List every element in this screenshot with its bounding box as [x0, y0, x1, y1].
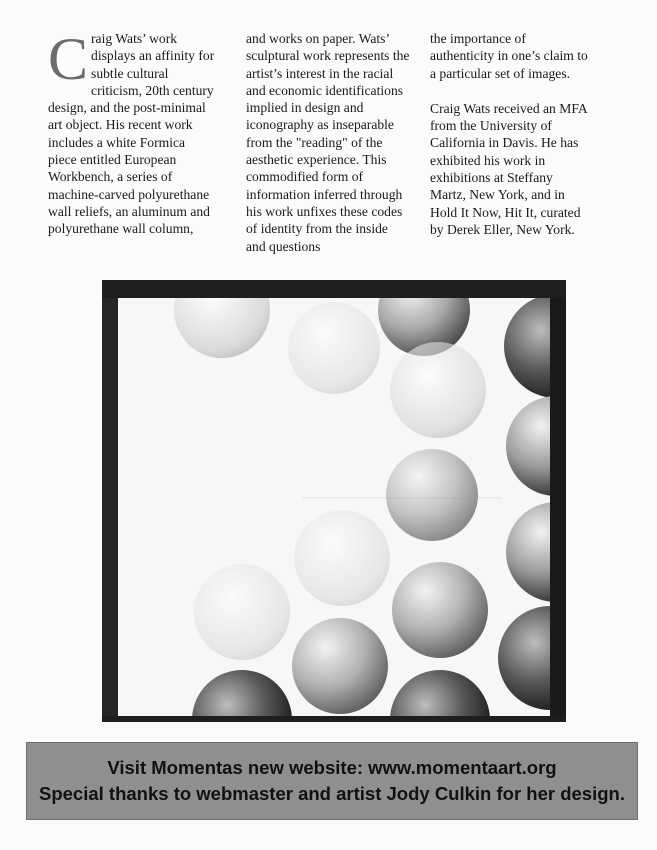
- article-column-3: [430, 30, 590, 238]
- article-text-col2: and works on paper. Wats’ sculptural work represents the artist’s interest in the racial and economic identifications implied in design and iconography as inseparable from the "reading" of the aesthetic experience. This commodified form of information inferred through his work unfixes these codes of identity from the inside and questions: [246, 31, 410, 254]
- article-column-1: [48, 26, 216, 238]
- website-banner: [26, 742, 638, 820]
- artwork-photo: [102, 280, 566, 722]
- article-text-col3-para1: the importance of authenticity in one’s claim to a particular set of images.: [430, 31, 588, 81]
- artwork-relief-image: [102, 280, 566, 722]
- article-column-2: [246, 30, 410, 255]
- artist-bio: Craig Wats received an MFA from the University of California in Davis. He has exhibited his work in exhibitions at Steffany Martz, New York, and in Hold It Now, Hit It, curated by Derek Eller, New York.: [430, 100, 587, 237]
- article-text-col1: raig Wats’ work displays an affinity for subtle cultural criticism, 20th century design, and the post-minimal art object. His recent work includes a white Formica piece entitled European Workbench, a series of machine-carved polyurethane wall reliefs, an aluminum and polyurethane wall column,: [48, 31, 215, 237]
- banner-thanks-line: Special thanks to webmaster and artist Jody Culkin for her design.: [39, 783, 625, 804]
- drop-cap: C: [48, 26, 89, 92]
- banner-website-line: Visit Momentas new website: www.momentaart.org: [107, 757, 557, 778]
